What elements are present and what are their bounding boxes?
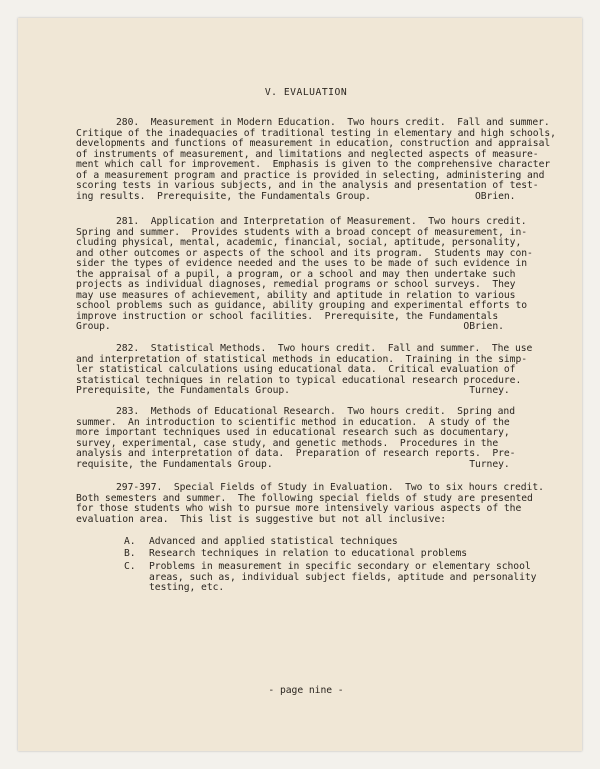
list-item-text: testing, etc.	[149, 582, 225, 593]
text-line: 281. Application and Interpretation of Measurement. Two hours credit.	[116, 216, 527, 227]
text-line: ler statistical calculations using educational data. Critical evaluation of	[76, 364, 516, 375]
text-line: the appraisal of a pupil, a program, or a school and may then undertake such	[76, 268, 516, 280]
text-line: requisite, the Fundamentals Group. Turney.	[76, 458, 510, 470]
list-item-text: Research techniques in relation to educational problems	[149, 548, 468, 559]
text-line: more important techniques used in educational research such as documentary,	[76, 427, 510, 438]
page-footer: - page nine -	[268, 685, 344, 696]
text-line: Both semesters and summer. The following special fields of study are presented	[76, 492, 533, 504]
text-line: developments and functions of measurement in education, construction and appraisal	[76, 138, 551, 149]
course-281-paragraph	[76, 217, 536, 333]
list-item-text: Advanced and applied statistical techniques	[149, 536, 398, 547]
text-line: sider the types of evidence needed and the uses to be made of such evidence in	[76, 258, 528, 269]
text-line: may use measures of achievement, ability and aptitude in relation to various	[76, 289, 516, 301]
paper-page	[18, 18, 582, 751]
text-line: of a measurement program and practice is provided in selecting, administering and	[76, 169, 545, 181]
text-line: statistical techniques in relation to typical educational research procedure.	[76, 374, 522, 386]
text-line: cluding physical, mental, academic, financial, social, aptitude, personality,	[76, 237, 522, 248]
text-line: ing results. Prerequisite, the Fundamentals Group. OBrien.	[76, 190, 516, 202]
text-line: 280. Measurement in Modern Education. Two hours credit. Fall and summer.	[116, 117, 550, 128]
course-283-paragraph	[76, 407, 536, 470]
list-item-text: areas, such as, individual subject fields, aptitude and personality	[149, 571, 537, 583]
text-line: summer. An introduction to scientific method in education. A study of the	[76, 416, 510, 428]
text-line: for those students who wish to pursue more intensively various aspects of the	[76, 503, 522, 514]
text-line: ment which call for improvement. Emphasis is given to the comprehensive character	[76, 159, 551, 170]
list-item-letter: B.	[124, 548, 136, 559]
list-item-letter: A.	[124, 536, 136, 547]
list-item-text: Problems in measurement in specific secondary or elementary school	[149, 561, 531, 572]
text-line: Prerequisite, the Fundamentals Group. Turney.	[76, 385, 510, 396]
text-line: improve instruction or school facilities. Prerequisite, the Fundamentals	[76, 310, 499, 322]
text-line: survey, experimental, case study, and genetic methods. Procedures in the	[76, 437, 499, 449]
text-line: evaluation area. This list is suggestive but not all inclusive:	[76, 513, 447, 525]
text-line: 297-397. Special Fields of Study in Evaluation. Two to six hours credit.	[116, 482, 544, 493]
text-line: and interpretation of statistical methods in education. Training in the simp-	[76, 353, 528, 365]
text-line: analysis and interpretation of data. Preparation of research reports. Pre-	[76, 448, 516, 459]
text-line: school problems such as guidance, ability grouping and experimental efforts to	[76, 300, 528, 311]
text-line: 282. Statistical Methods. Two hours credit. Fall and summer. The use	[116, 343, 533, 354]
course-280-paragraph	[76, 117, 556, 202]
text-line: 283. Methods of Educational Research. Two hours credit. Spring and	[116, 406, 515, 417]
text-line: of instruments of measurement, and limitations and neglected aspects of measure-	[76, 148, 539, 160]
course-282-paragraph	[76, 344, 536, 397]
list-item-letter: C.	[124, 561, 136, 572]
text-line: Spring and summer. Provides students with a broad concept of measurement, in-	[76, 226, 528, 238]
text-line: scoring tests in various subjects, and in the analysis and presentation of test-	[76, 180, 539, 191]
text-line: and other outcomes or aspects of the school and its program. Students may con-	[76, 247, 533, 259]
course-297-397-paragraph	[76, 482, 544, 525]
text-line: Group. OBrien.	[76, 321, 504, 332]
text-line: projects as individual diagnoses, remedial programs or school surveys. They	[76, 279, 516, 290]
text-line: Critique of the inadequacies of traditional testing in elementary and high schools,	[76, 127, 556, 139]
section-heading: V. EVALUATION	[264, 87, 348, 98]
